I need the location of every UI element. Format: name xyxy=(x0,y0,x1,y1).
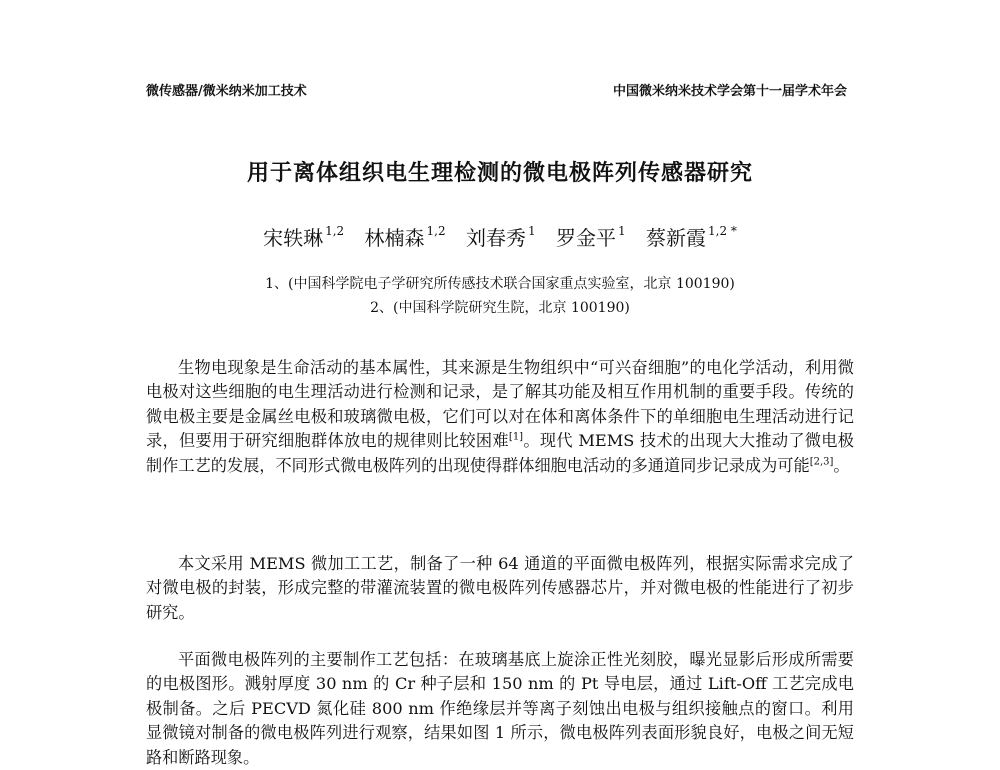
author: 刘春秀 $^1$ xyxy=(466,224,536,250)
affiliation-1: 1、(中国科学院电子学研究所传感技术联合国家重点实验室，北京 100190) xyxy=(265,276,735,292)
author: 罗金平 $^1$ xyxy=(556,224,626,250)
author: 蔡新霞 $^{1,2 *}$ xyxy=(646,224,737,250)
citation-ref: [1] xyxy=(508,431,524,443)
affiliation-2: 2、(中国科学院研究生院，北京 100190) xyxy=(370,300,630,316)
author: 宋轶琳 $^{1,2}$ xyxy=(263,224,345,250)
body-paragraph-3: 平面微电极阵列的主要制作工艺包括：在玻璃基底上旋涂正性光刻胶，曝光显影后形成所需要的电极图形。溅射厚度 30 nm 的 Cr 种子层和 150 nm 的 Pt 导电层，通过 Lift-Off 工艺完成电极制备。之后 PECVD 氮化硅 800 nm 作绝缘层并等离子刻蚀出电极与组织接触点的窗口。利用显微镜对制备的微电极阵列进行观察，结果如图 1 所示，微电极阵列表面形貌良好，电极之间无短路和断路现象。 xyxy=(146,650,854,767)
author: 林楠森 $^{1,2}$ xyxy=(364,224,446,250)
citation-ref: [2,3] xyxy=(809,456,834,468)
running-header-right: 中国微米纳米技术学会第十一届学术年会 xyxy=(612,84,847,99)
author-list xyxy=(0,222,1000,251)
running-header-left: 微传感器/微米纳米加工技术 xyxy=(146,84,307,99)
paper-title: 用于离体组织电生理检测的微电极阵列传感器研究 xyxy=(246,161,753,186)
body-paragraph-1: 生物电现象是生命活动的基本属性，其来源是生物组织中“可兴奋细胞”的电化学活动，利用微电极对这些细胞的电生理活动进行检测和记录，是了解其功能及相互作用机制的重要手段。传统的微电极主要是金属丝电极和玻璃微电极，它们可以对在体和离体条件下的单细胞电生理活动进行记录，但要用于研究细胞群体放电的规律则比较困难[1]。现代 MEMS 技术的出现大大推动了微电极制作工艺的发展，不同形式微电极阵列的出现使得群体细胞电活动的多通道同步记录成为可能[2,3]。 xyxy=(146,358,854,475)
body-paragraph-2: 本文采用 MEMS 微加工工艺，制备了一种 64 通道的平面微电极阵列，根据实际需求完成了对微电极的封装，形成完整的带灌流装置的微电极阵列传感器芯片，并对微电极的性能进行了初步研究。 xyxy=(146,554,854,622)
